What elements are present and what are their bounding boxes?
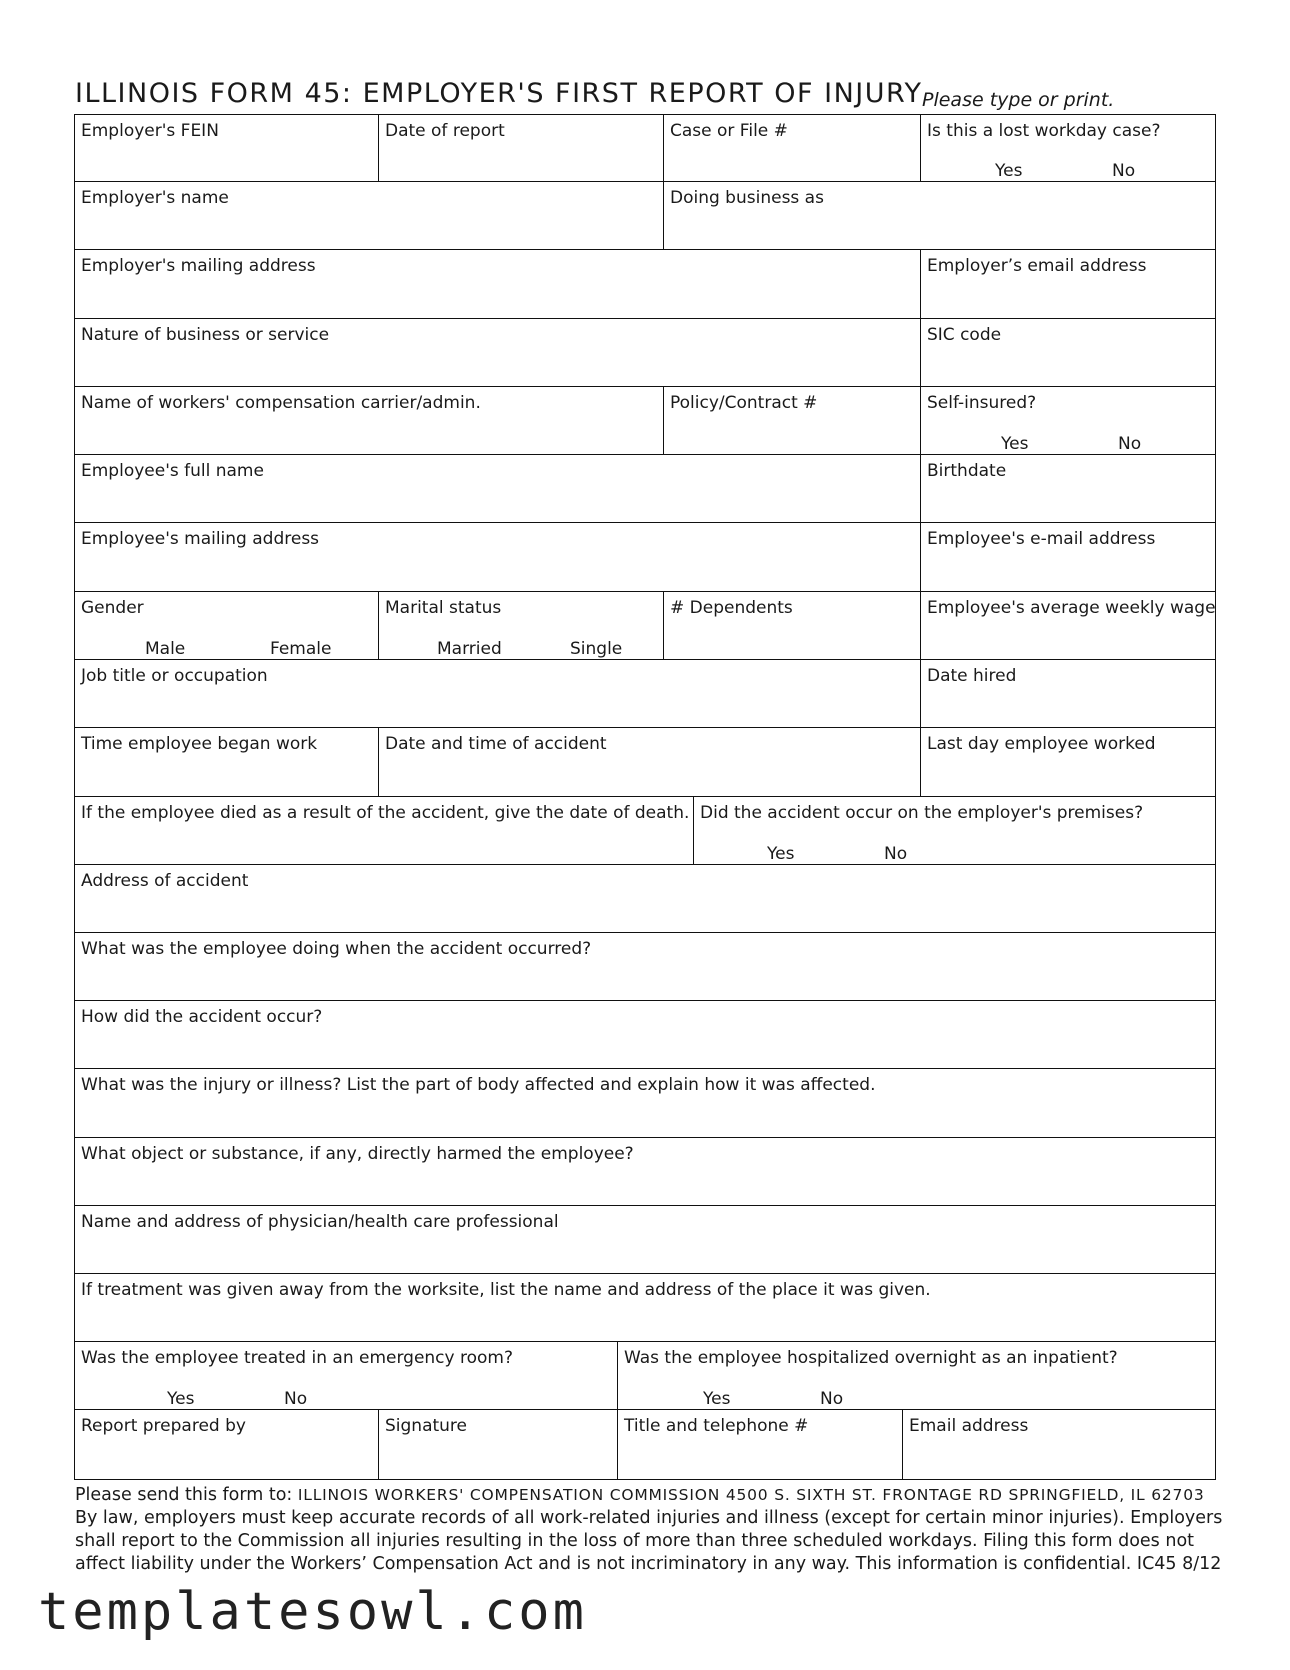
gender-field: [74, 591, 380, 661]
injury-illness-field[interactable]: [74, 1068, 1216, 1139]
employee-full-name-label: Employee's full name: [81, 461, 264, 481]
preparer-email-label: Email address: [909, 1416, 1029, 1436]
carrier-admin-label: Name of workers' compensation carrier/admin.: [81, 393, 481, 413]
employee-email-field[interactable]: [920, 522, 1216, 593]
doing-business-as-field[interactable]: [663, 181, 1216, 251]
birthdate-field[interactable]: [920, 454, 1216, 524]
how-occurred-label: How did the accident occur?: [81, 1007, 323, 1027]
policy-contract-field[interactable]: [663, 386, 922, 456]
policy-contract-label: Policy/Contract #: [670, 393, 818, 413]
self-insured-label: Self-insured?: [927, 393, 1037, 413]
commission-address: ILLINOIS WORKERS' COMPENSATION COMMISSION 4500 S. SIXTH ST. FRONTAGE RD SPRINGFIELD, IL 62703: [297, 1486, 1205, 1504]
on-premises-yes-option[interactable]: Yes: [767, 844, 795, 864]
employee-mailing-address-label: Employee's mailing address: [81, 529, 320, 549]
lost-workday-case-label: Is this a lost workday case?: [927, 121, 1161, 141]
legal-notice-text: By law, employers must keep accurate records of all work-related injuries and illness (except for certain minor injuries). Employers shall report to the Commission all injuries resulting in the loss of more than three scheduled workdays. Filing this form does not affect liability under the Workers’ Compensation Act and is not incriminatory in any way. This information is confidential. IC45 8/12: [75, 1508, 1223, 1574]
doing-business-as-label: Doing business as: [670, 188, 824, 208]
lost-workday-yes-option[interactable]: Yes: [995, 161, 1023, 181]
gender-female-option[interactable]: Female: [270, 639, 332, 659]
sic-code-field[interactable]: [920, 318, 1216, 388]
date-time-accident-field[interactable]: [378, 727, 922, 798]
address-of-accident-field[interactable]: [74, 864, 1216, 934]
physician-label: Name and address of physician/health care professional: [81, 1212, 559, 1232]
signature-label: Signature: [385, 1416, 468, 1436]
emergency-room-no-option[interactable]: No: [284, 1389, 308, 1409]
employer-name-label: Employer's name: [81, 188, 229, 208]
on-premises-label: Did the accident occur on the employer's premises?: [700, 803, 1144, 823]
lost-workday-case-field: [920, 114, 1216, 183]
time-began-work-label: Time employee began work: [81, 734, 318, 754]
job-title-field[interactable]: [74, 659, 922, 729]
employer-mailing-address-field[interactable]: [74, 249, 922, 320]
gender-male-option[interactable]: Male: [145, 639, 186, 659]
date-of-report-label: Date of report: [385, 121, 505, 141]
date-hired-field[interactable]: [920, 659, 1216, 729]
hospitalized-yes-option[interactable]: Yes: [703, 1389, 731, 1409]
emergency-room-label: Was the employee treated in an emergency room?: [81, 1348, 513, 1368]
last-day-worked-field[interactable]: [920, 727, 1216, 798]
date-of-report-field[interactable]: [378, 114, 665, 183]
form-instruction-note: Please type or print.: [922, 89, 1115, 111]
employee-mailing-address-field[interactable]: [74, 522, 922, 593]
date-hired-label: Date hired: [927, 666, 1017, 686]
employer-email-field[interactable]: [920, 249, 1216, 320]
send-to-label: Please send this form to:: [75, 1485, 298, 1505]
date-of-death-field[interactable]: [74, 796, 695, 866]
hospitalized-no-option[interactable]: No: [820, 1389, 844, 1409]
signature-field[interactable]: [378, 1409, 619, 1480]
birthdate-label: Birthdate: [927, 461, 1007, 481]
treatment-away-label: If treatment was given away from the worksite, list the name and address of the place it was given.: [81, 1280, 931, 1300]
footer-notice: [75, 1484, 1225, 1576]
prepared-by-label: Report prepared by: [81, 1416, 246, 1436]
prepared-by-field[interactable]: [74, 1409, 380, 1480]
preparer-email-field[interactable]: [902, 1409, 1216, 1480]
employer-mailing-address-label: Employer's mailing address: [81, 256, 316, 276]
nature-of-business-field[interactable]: [74, 318, 922, 388]
carrier-admin-field[interactable]: [74, 386, 665, 456]
injury-report-form: [74, 114, 1216, 1480]
marital-single-option[interactable]: Single: [570, 639, 623, 659]
employee-full-name-field[interactable]: [74, 454, 922, 524]
dependents-label: # Dependents: [670, 598, 793, 618]
gender-label: Gender: [81, 598, 144, 618]
job-title-label: Job title or occupation: [81, 666, 268, 686]
title-telephone-field[interactable]: [617, 1409, 904, 1480]
hospitalized-field: [617, 1341, 1216, 1411]
form-title: ILLINOIS FORM 45: EMPLOYER'S FIRST REPORT OF INJURY: [75, 78, 923, 109]
marital-status-field: [378, 591, 665, 661]
dependents-field[interactable]: [663, 591, 922, 661]
marital-status-label: Marital status: [385, 598, 502, 618]
watermark: templatesowl.com: [38, 1582, 587, 1642]
object-substance-field[interactable]: [74, 1137, 1216, 1207]
employer-name-field[interactable]: [74, 181, 665, 251]
employer-email-label: Employer’s email address: [927, 256, 1147, 276]
self-insured-field: [920, 386, 1216, 456]
employer-fein-field[interactable]: [74, 114, 380, 183]
employer-fein-label: Employer's FEIN: [81, 121, 219, 141]
last-day-worked-label: Last day employee worked: [927, 734, 1156, 754]
date-of-death-label: If the employee died as a result of the accident, give the date of death.: [81, 803, 690, 823]
date-time-accident-label: Date and time of accident: [385, 734, 607, 754]
on-premises-field: [693, 796, 1216, 866]
title-telephone-label: Title and telephone #: [624, 1416, 809, 1436]
marital-married-option[interactable]: Married: [437, 639, 502, 659]
physician-field[interactable]: [74, 1205, 1216, 1275]
time-began-work-field[interactable]: [74, 727, 380, 798]
self-insured-yes-option[interactable]: Yes: [1001, 434, 1029, 454]
case-or-file-field[interactable]: [663, 114, 922, 183]
average-weekly-wage-label: Employee's average weekly wage: [927, 598, 1216, 618]
employee-doing-field[interactable]: [74, 932, 1216, 1002]
case-or-file-label: Case or File #: [670, 121, 788, 141]
on-premises-no-option[interactable]: No: [884, 844, 908, 864]
injury-illness-label: What was the injury or illness? List the part of body affected and explain how it was affected.: [81, 1075, 876, 1095]
hospitalized-label: Was the employee hospitalized overnight as an inpatient?: [624, 1348, 1118, 1368]
emergency-room-yes-option[interactable]: Yes: [167, 1389, 195, 1409]
sic-code-label: SIC code: [927, 325, 1002, 345]
object-substance-label: What object or substance, if any, directly harmed the employee?: [81, 1144, 634, 1164]
lost-workday-no-option[interactable]: No: [1112, 161, 1136, 181]
emergency-room-field: [74, 1341, 619, 1411]
employee-doing-label: What was the employee doing when the accident occurred?: [81, 939, 592, 959]
how-occurred-field[interactable]: [74, 1000, 1216, 1070]
treatment-away-field[interactable]: [74, 1273, 1216, 1343]
employee-email-label: Employee's e-mail address: [927, 529, 1156, 549]
nature-of-business-label: Nature of business or service: [81, 325, 330, 345]
self-insured-no-option[interactable]: No: [1118, 434, 1142, 454]
average-weekly-wage-field[interactable]: [920, 591, 1216, 661]
address-of-accident-label: Address of accident: [81, 871, 249, 891]
